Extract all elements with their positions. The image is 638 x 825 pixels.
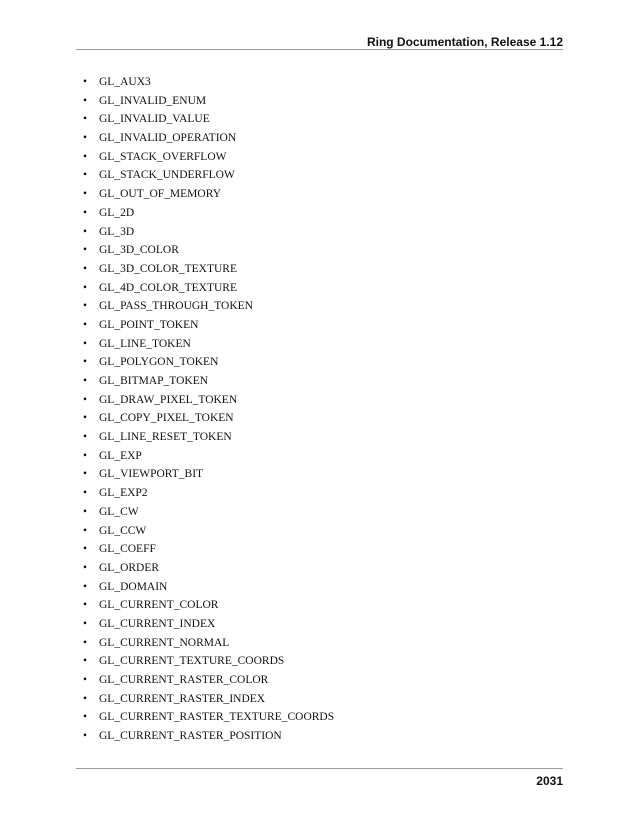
list-item	[78, 374, 334, 393]
constant-name: GL_CCW	[99, 524, 147, 537]
constant-name: GL_3D_COLOR_TEXTURE	[99, 262, 237, 275]
list-item	[78, 654, 334, 673]
constant-name: GL_CURRENT_RASTER_COLOR	[99, 674, 269, 686]
constant-name: GL_3D_COLOR	[99, 244, 179, 257]
constant-name: GL_AUX3	[99, 76, 151, 88]
bullet-icon: •	[83, 711, 88, 724]
list-item	[78, 486, 334, 505]
bullet-icon: •	[83, 692, 88, 705]
bullet-icon: •	[83, 76, 88, 88]
list-item	[78, 710, 334, 729]
bullet-icon: •	[83, 599, 88, 612]
bullet-icon: •	[83, 281, 88, 294]
bullet-icon: •	[83, 487, 88, 500]
constant-name: GL_CURRENT_RASTER_TEXTURE_COORDS	[99, 711, 335, 724]
list-item	[78, 467, 334, 486]
bullet-icon: •	[83, 188, 88, 201]
constant-name: GL_PASS_THROUGH_TOKEN	[99, 300, 253, 313]
list-item	[78, 542, 334, 561]
constant-name: GL_CURRENT_RASTER_INDEX	[99, 692, 266, 705]
bullet-icon: •	[83, 318, 88, 331]
bullet-icon: •	[83, 655, 88, 668]
list-item	[78, 449, 334, 468]
list-item	[78, 561, 334, 580]
bullet-icon: •	[83, 262, 88, 275]
bullet-icon: •	[83, 412, 88, 425]
list-item	[78, 131, 334, 150]
bullet-icon: •	[83, 505, 88, 518]
list-item	[78, 318, 334, 337]
list-item	[78, 393, 334, 412]
list-item	[78, 112, 334, 131]
constant-name: GL_COEFF	[99, 543, 156, 556]
constant-name: GL_POINT_TOKEN	[99, 318, 199, 331]
list-item	[78, 187, 334, 206]
bullet-icon: •	[83, 244, 88, 257]
header-divider	[76, 49, 563, 50]
constant-name: GL_CW	[99, 505, 139, 518]
bullet-icon: •	[83, 431, 88, 444]
bullet-icon: •	[83, 169, 88, 182]
constant-name: GL_INVALID_VALUE	[99, 113, 210, 126]
list-item	[78, 262, 334, 281]
bullet-icon: •	[83, 113, 88, 126]
constant-name: GL_CURRENT_COLOR	[99, 599, 219, 612]
list-item	[78, 94, 334, 113]
list-item	[78, 337, 334, 356]
constant-name: GL_LINE_TOKEN	[99, 337, 191, 350]
bullet-icon: •	[83, 132, 88, 145]
constants-list	[78, 75, 334, 748]
list-item	[78, 225, 334, 244]
constant-name: GL_ORDER	[99, 561, 160, 574]
bullet-icon: •	[83, 206, 88, 219]
constant-name: GL_INVALID_ENUM	[99, 94, 207, 107]
list-item	[78, 524, 334, 543]
list-item	[78, 206, 334, 225]
list-item	[78, 673, 334, 692]
constant-name: GL_3D	[99, 225, 135, 238]
constant-name: GL_INVALID_OPERATION	[99, 132, 237, 145]
bullet-icon: •	[83, 337, 88, 350]
bullet-icon: •	[83, 449, 88, 462]
constant-name: GL_LINE_RESET_TOKEN	[99, 431, 232, 444]
bullet-icon: •	[83, 468, 88, 481]
constant-name: GL_POLYGON_TOKEN	[99, 356, 219, 369]
constant-name: GL_CURRENT_NORMAL	[99, 636, 230, 649]
list-item	[78, 617, 334, 636]
constant-name: GL_DOMAIN	[99, 580, 168, 593]
bullet-icon: •	[83, 300, 88, 313]
footer-divider	[76, 768, 563, 769]
list-item	[78, 411, 334, 430]
bullet-icon: •	[83, 356, 88, 369]
running-header: Ring Documentation, Release 1.12	[366, 35, 563, 49]
constant-name: GL_DRAW_PIXEL_TOKEN	[99, 393, 238, 406]
bullet-icon: •	[83, 730, 88, 743]
constant-name: GL_VIEWPORT_BIT	[99, 468, 204, 481]
list-item	[78, 729, 334, 748]
list-item	[78, 150, 334, 169]
bullet-icon: •	[83, 375, 88, 387]
bullet-icon: •	[83, 393, 88, 406]
bullet-icon: •	[83, 617, 88, 630]
list-item	[78, 636, 334, 655]
bullet-icon: •	[83, 524, 88, 537]
constant-name: GL_OUT_OF_MEMORY	[99, 188, 222, 201]
bullet-icon: •	[83, 94, 88, 107]
list-item	[78, 243, 334, 262]
bullet-icon: •	[83, 150, 88, 163]
bullet-icon: •	[83, 580, 88, 593]
bullet-icon: •	[83, 636, 88, 649]
constant-name: GL_COPY_PIXEL_TOKEN	[99, 412, 234, 425]
list-item	[78, 168, 334, 187]
bullet-icon: •	[83, 674, 88, 686]
constant-name: GL_EXP	[99, 449, 142, 462]
constant-name: GL_STACK_UNDERFLOW	[99, 169, 235, 182]
constant-name: GL_EXP2	[99, 487, 148, 500]
constant-name: GL_BITMAP_TOKEN	[99, 375, 209, 387]
list-item	[78, 692, 334, 711]
list-item	[78, 299, 334, 318]
bullet-icon: •	[83, 561, 88, 574]
constant-name: GL_STACK_OVERFLOW	[99, 150, 227, 163]
bullet-icon: •	[83, 225, 88, 238]
list-item	[78, 75, 334, 94]
list-item	[78, 355, 334, 374]
list-item	[78, 281, 334, 300]
constant-name: GL_CURRENT_RASTER_POSITION	[99, 730, 282, 743]
list-item	[78, 505, 334, 524]
list-item	[78, 598, 334, 617]
list-item	[78, 580, 334, 599]
bullet-icon: •	[83, 543, 88, 556]
constant-name: GL_CURRENT_INDEX	[99, 617, 216, 630]
constant-name: GL_2D	[99, 206, 135, 219]
constant-name: GL_4D_COLOR_TEXTURE	[99, 281, 237, 294]
list-item	[78, 430, 334, 449]
constant-name: GL_CURRENT_TEXTURE_COORDS	[99, 655, 285, 668]
page-number: 2031	[536, 774, 563, 788]
